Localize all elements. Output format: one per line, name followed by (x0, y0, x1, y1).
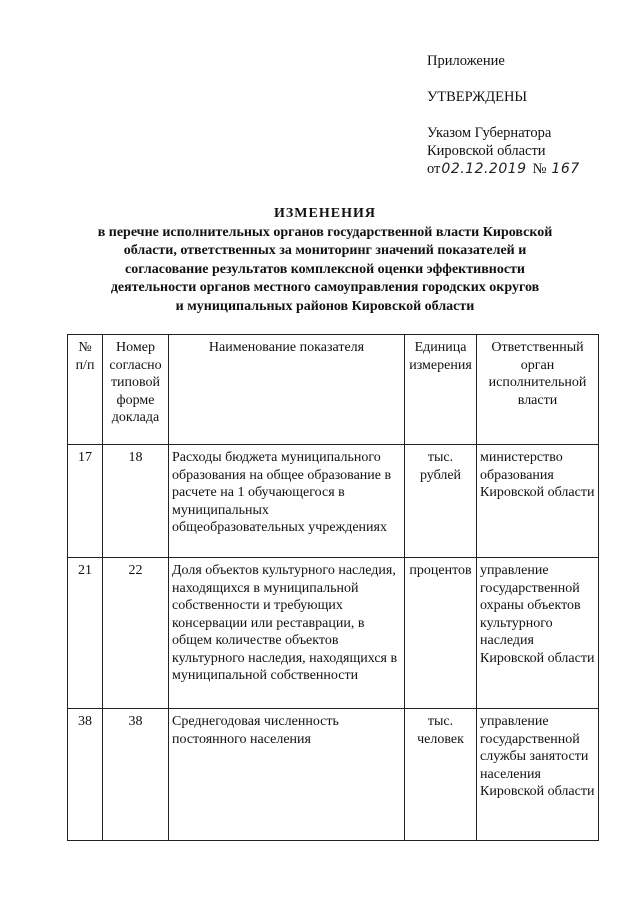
document-title: ИЗМЕНЕНИЯ (274, 206, 376, 221)
row-indicator: Доля объектов культурного наследия, находящихся в муниципальной собственности и требующих консервации или реставрации, в общем количестве объектов культурного наследия, находящихся в муниципальной собственности (169, 558, 405, 709)
header-unit: Единица измерения (405, 335, 477, 445)
approved-label: УТВЕРЖДЕНЫ (427, 89, 528, 105)
header-num: № п/п (68, 335, 103, 445)
decree-date-line (427, 160, 580, 178)
header-indicator: Наименование показателя (169, 335, 405, 445)
row-responsible-body: министерство образования Кировской области (477, 445, 599, 558)
decree-line-1: Указом Губернатора (427, 125, 552, 141)
row-form-number: 38 (103, 709, 169, 841)
header-responsible-body: Ответственный орган исполнительной власти (477, 335, 599, 445)
row-form-number: 18 (103, 445, 169, 558)
approval-block (427, 52, 580, 178)
appendix-label: Приложение (427, 53, 505, 69)
row-num: 38 (68, 709, 103, 841)
handwritten-number: 167 (551, 161, 580, 177)
row-unit: процентов (405, 558, 477, 709)
indicators-table (67, 334, 599, 841)
decree-line-2: Кировской области (427, 143, 546, 159)
heading-line-5: и муниципальных районов Кировской области (175, 298, 475, 314)
number-sign: № (532, 161, 547, 177)
row-indicator: Среднегодовая численность постоянного населения (169, 709, 405, 841)
row-unit: тыс. рублей (405, 445, 477, 558)
row-num: 21 (68, 558, 103, 709)
handwritten-date: 02.12.2019 (441, 161, 527, 177)
row-responsible-body: управление государственной службы занятости населения Кировской области (477, 709, 599, 841)
heading-line-4: деятельности органов местного самоуправления городских округов (110, 280, 540, 295)
row-unit: тыс. человек (405, 709, 477, 841)
heading-line-1: в перечне исполнительных органов государственной власти Кировской (97, 224, 553, 240)
table-row (68, 445, 599, 558)
table-row (68, 558, 599, 709)
row-form-number: 22 (103, 558, 169, 709)
heading-line-3: согласование результатов комплексной оценки эффективности (125, 261, 525, 277)
row-indicator: Расходы бюджета муниципального образования на общее образование в расчете на 1 обучающегося в муниципальных общеобразовательных учреждениях (169, 445, 405, 558)
table-row (68, 709, 599, 841)
header-form-number: Номер согласно типовой форме доклада (103, 335, 169, 445)
row-num: 17 (68, 445, 103, 558)
date-prefix: от (427, 161, 441, 177)
row-responsible-body: управление государственной охраны объектов культурного наследия Кировской области (477, 558, 599, 709)
table-header-row (68, 335, 599, 445)
heading-line-2: области, ответственных за мониторинг значений показателей и (123, 243, 527, 258)
document-heading (80, 205, 570, 316)
